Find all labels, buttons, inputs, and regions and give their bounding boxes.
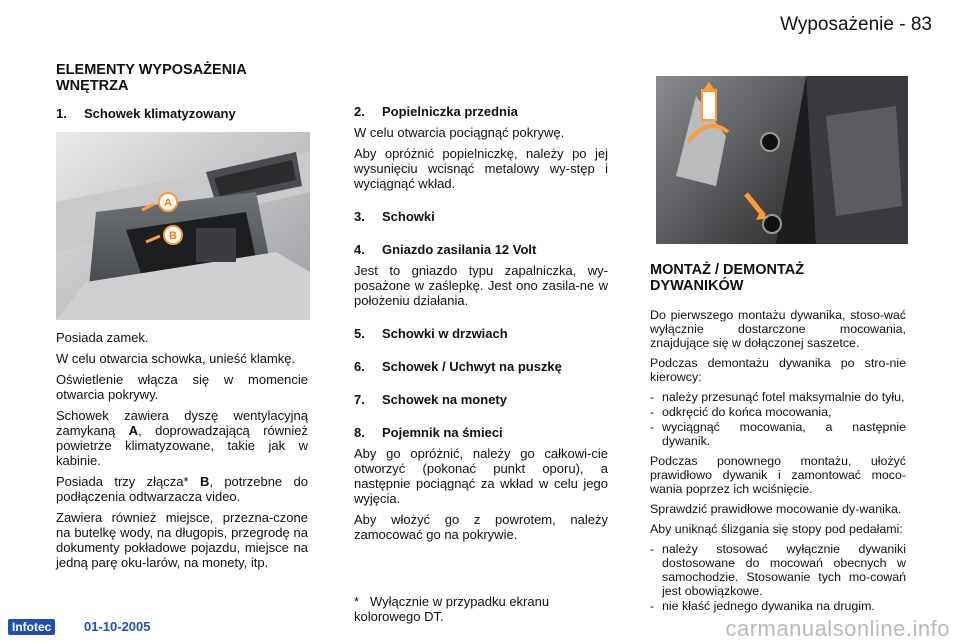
item-6-heading	[354, 359, 608, 374]
item-8-text-2: Aby włożyć go z powrotem, należy zamocować go na pokrywie.	[354, 512, 608, 542]
list-item: - nie kłaść jednego dywanika na drugim.	[650, 599, 906, 613]
floor-mat-photo	[656, 76, 908, 244]
safety-list	[650, 542, 906, 613]
footnote-star: *	[354, 594, 360, 609]
mats-paragraph-1: Do pierwszego montażu dywanika, stoso-wać wyłącznie dostarczone mocowania, znajdujące się w dołączonej saszetce.	[650, 308, 906, 350]
page-header: Wyposażenie - 83	[780, 14, 932, 35]
item-7-title: Schowek na monety	[382, 392, 507, 407]
item-4-title: Gniazdo zasilania 12 Volt	[382, 242, 537, 257]
section-heading-interior: ELEMENTY WYPOSAŻENIA WNĘTRZA	[56, 62, 247, 94]
vent-text: Schowek zawiera dyszę wentylacyjną zamykaną	[56, 408, 308, 438]
item-2-title: Popielniczka przednia	[382, 104, 518, 119]
item-6-number: 6.	[354, 359, 365, 374]
item-5-heading	[354, 326, 608, 341]
list-item: - należy stosować wyłącznie dywaniki dostosowane do mocowań obecnych w samochodzie. Stosowanie tych mo-cowań jest obowiązkowe.	[650, 542, 906, 598]
paragraph-open: W celu otwarcia schowka, unieść klamkę.	[56, 351, 296, 366]
glovebox-photo	[56, 132, 310, 320]
item-7-number: 7.	[354, 392, 365, 407]
removal-steps-list	[650, 390, 906, 448]
vent-text-end: , doprowadzającą również powietrze klimatyzowane, takie jak w kabinie.	[56, 423, 308, 468]
item-1-number: 1.	[56, 106, 67, 121]
mats-paragraph-2: Podczas demontażu dywanika po stro-nie kierowcy:	[650, 356, 906, 384]
mats-paragraph-3: Podczas ponownego montażu, ułożyć prawidłowo dywanik i zamontować moco-wania poprzez ich wciśnięcie.	[650, 454, 906, 496]
item-7-heading	[354, 392, 608, 407]
conn-ref-b: B	[199, 474, 210, 489]
item-2-text-1: W celu otwarcia pociągnąć pokrywę.	[354, 125, 565, 140]
column-floor-mats	[650, 262, 906, 619]
item-5-number: 5.	[354, 326, 365, 341]
glovebox-description	[56, 330, 308, 576]
list-item: - wyciągnąć mocowania, a następnie dywanik.	[650, 420, 906, 448]
item-1-title: Schowek klimatyzowany	[84, 106, 236, 121]
paragraph-lock: Posiada zamek.	[56, 330, 149, 345]
label-a: A	[164, 197, 172, 209]
item-3-number: 3.	[354, 209, 365, 224]
paragraph-storage: Zawiera również miejsce, przezna-czone na butelkę wody, na długopis, przegrodę na dokumenty pokładowe pojazdu, miejsce na jedną parę oku-larów, na monety, itp.	[56, 510, 308, 570]
conn-text-end: , potrzebne do podłączenia odtwarzacza video.	[56, 474, 308, 504]
column-interior-equipment	[56, 62, 308, 127]
mats-paragraph-4: Sprawdzić prawidłowe mocowanie dy-wanika.	[650, 502, 902, 516]
item-6-title: Schowek / Uchwyt na puszkę	[382, 359, 562, 374]
footnote-text: Wyłącznie w przypadku ekranu kolorowego DT.	[354, 594, 550, 624]
item-2-heading	[354, 104, 608, 119]
item-2-text-2: Aby opróżnić popielniczkę, należy po jej wysunięciu wcisnąć metalowy wy-stęp i wyciągnąć wkład.	[354, 146, 608, 191]
mats-paragraph-5: Aby uniknąć ślizgania się stopy pod pedałami:	[650, 522, 903, 536]
item-8-heading	[354, 425, 608, 440]
footnote	[354, 594, 608, 624]
item-8-text-1: Aby go opróżnić, należy go całkowi-cie otworzyć (pokonać punkt oporu), a następnie pociągnąć za wkład w celu jego wyjęcia.	[354, 446, 608, 506]
item-4-heading	[354, 242, 608, 257]
section-heading-mats: MONTAŻ / DEMONTAŻ DYWANIKÓW	[650, 262, 805, 294]
item-8-number: 8.	[354, 425, 365, 440]
watermark: carmanualsonline.info	[725, 616, 950, 641]
item-3-heading	[354, 209, 608, 224]
footer-date: 01-10-2005	[84, 619, 151, 634]
list-item: - odkręcić do końca mocowania,	[650, 405, 906, 419]
list-item: - należy przesunąć fotel maksymalnie do tyłu,	[650, 390, 906, 404]
item-5-title: Schowki w drzwiach	[382, 326, 508, 341]
column-items	[354, 104, 608, 548]
item-1-heading	[56, 106, 308, 121]
paragraph-connectors	[56, 474, 308, 504]
infotec-logo: Infotec	[8, 619, 55, 635]
item-3-title: Schowki	[382, 209, 435, 224]
paragraph-vent	[56, 408, 308, 468]
conn-text: Posiada trzy złącza*	[56, 474, 200, 489]
vent-ref-a: A	[128, 423, 139, 438]
item-4-text: Jest to gniazdo typu zapalniczka, wy-posażone w zaślepkę. Jest ono zasila-ne w położeniu działania.	[354, 263, 608, 308]
item-8-title: Pojemnik na śmieci	[382, 425, 503, 440]
label-b: B	[169, 230, 177, 242]
item-2-number: 2.	[354, 104, 365, 119]
paragraph-light: Oświetlenie włącza się w momencie otwarcia pokrywy.	[56, 372, 308, 402]
item-4-number: 4.	[354, 242, 365, 257]
